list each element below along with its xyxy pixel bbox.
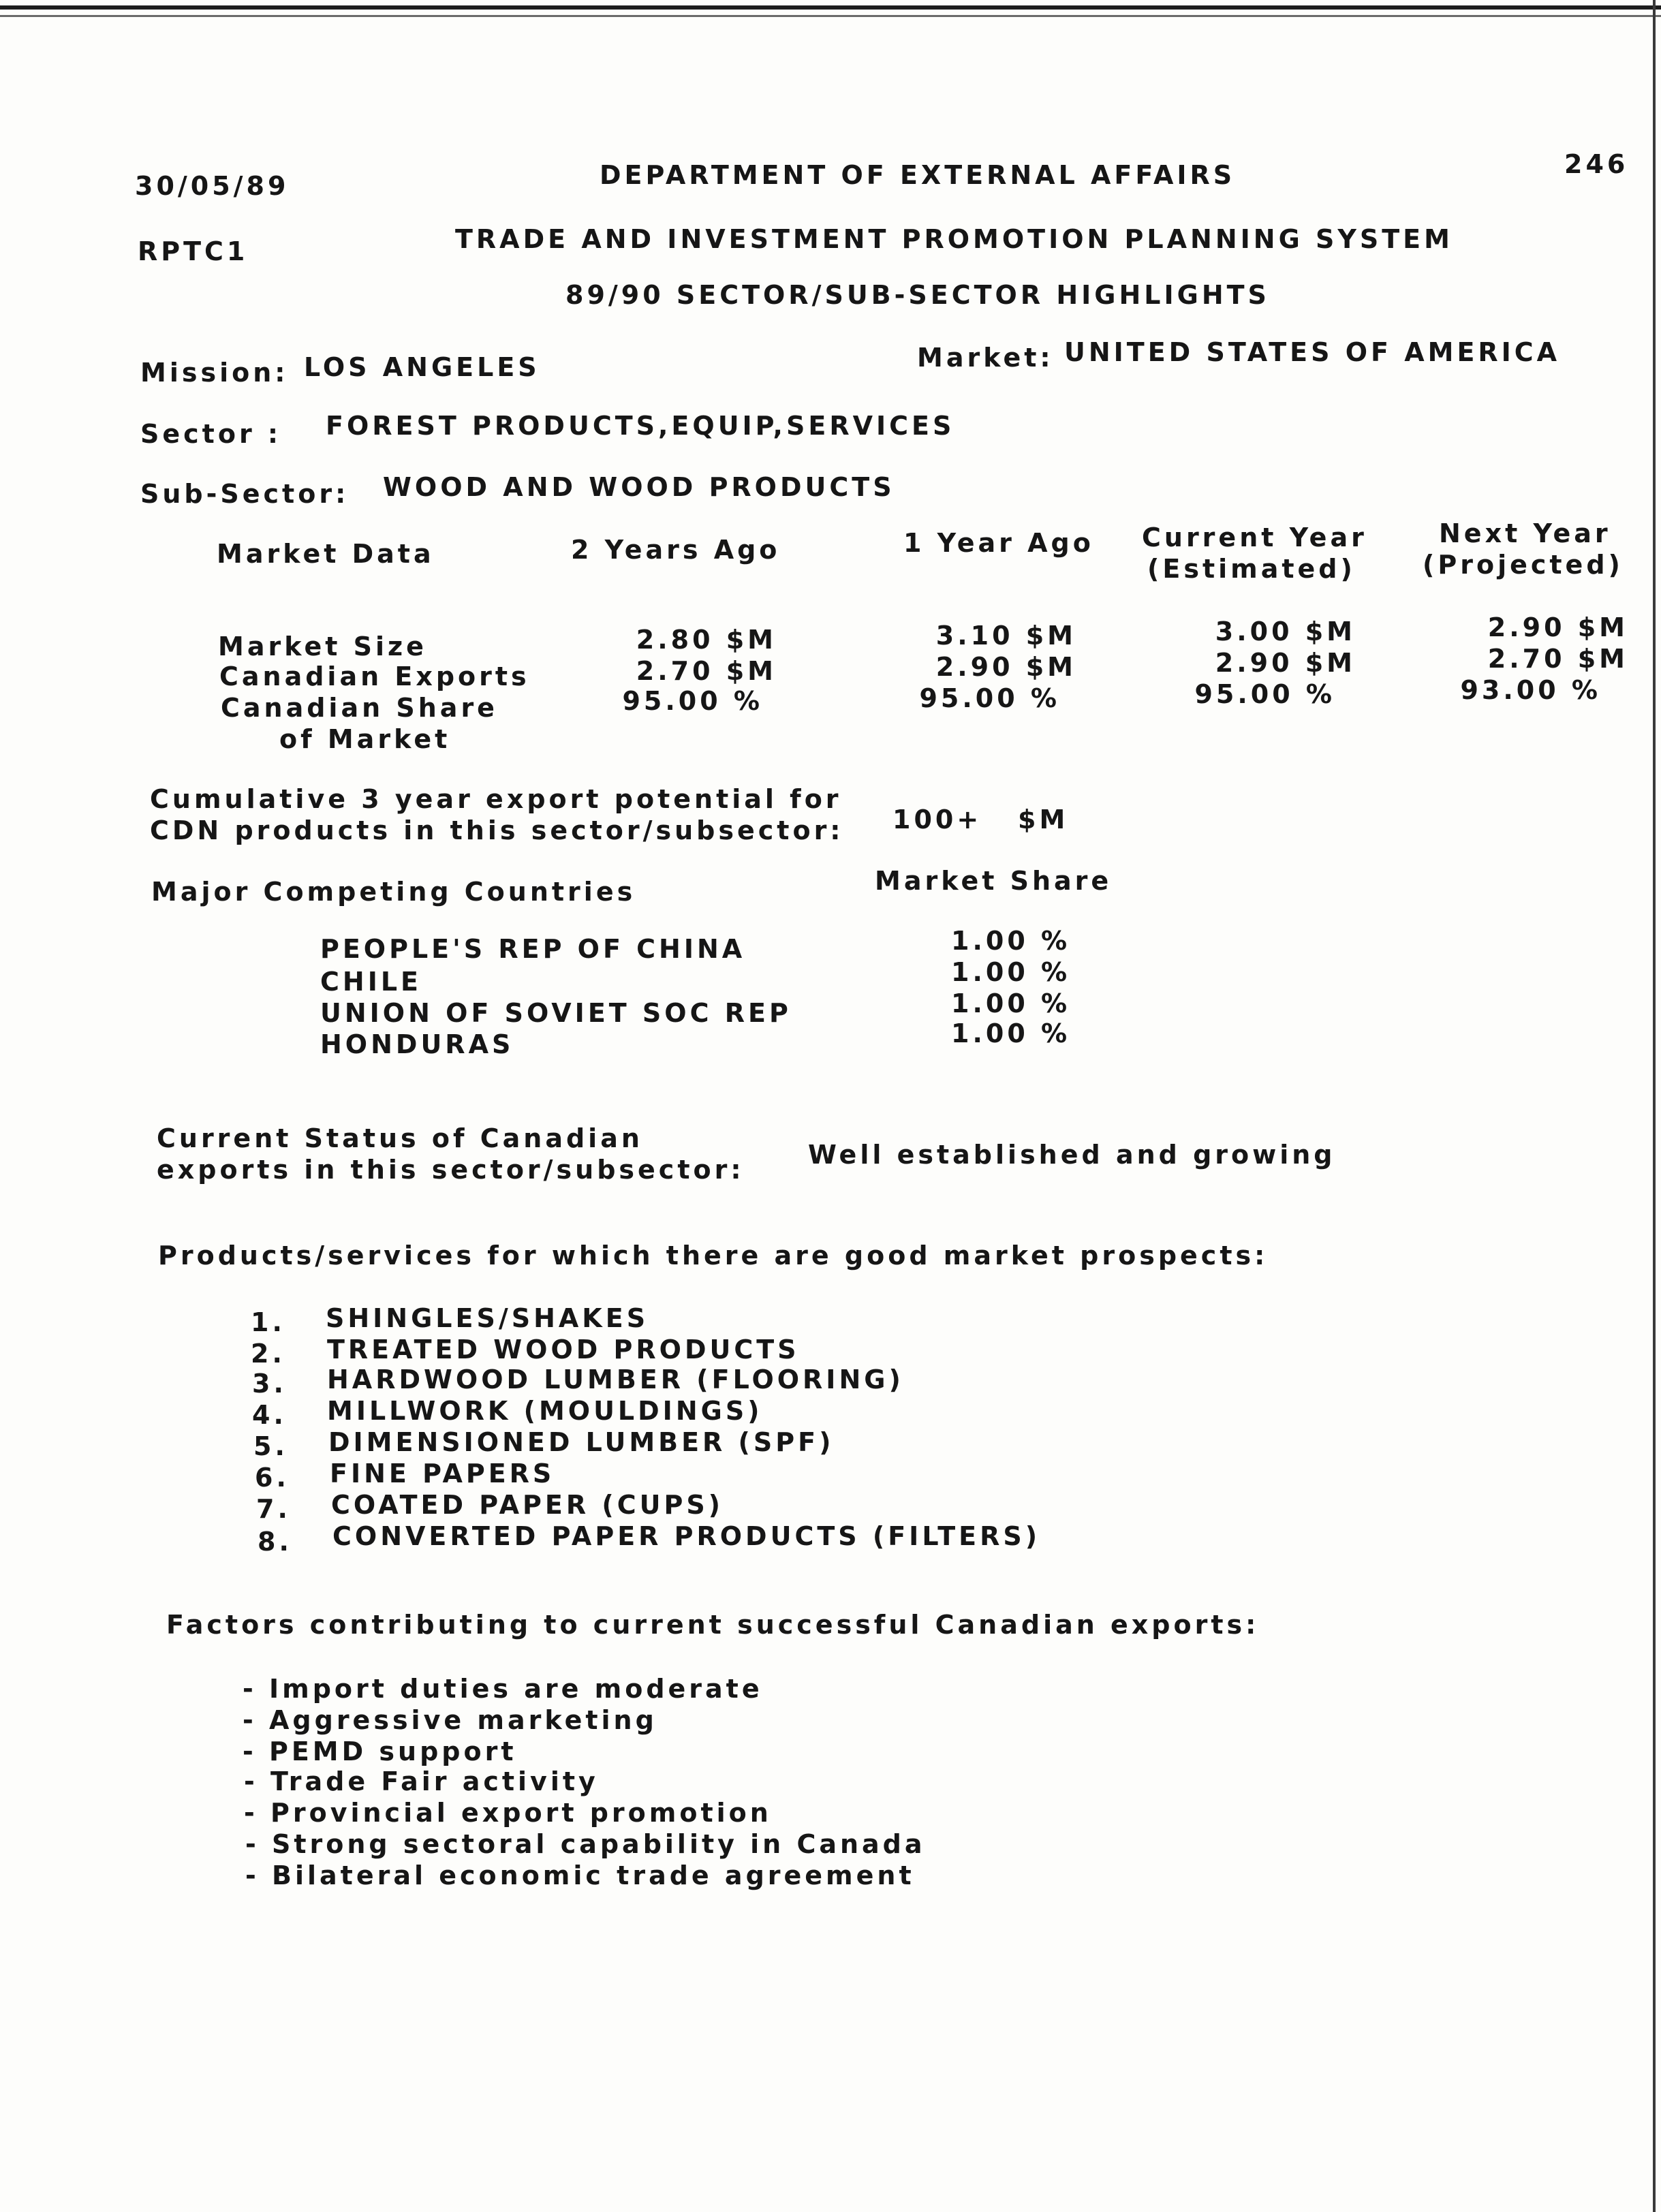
prospect-item: MILLWORK (MOULDINGS) (327, 1396, 763, 1426)
market-data-header: Market Data (217, 539, 435, 569)
potential-unit: $M (1018, 805, 1069, 835)
prospect-item: HARDWOOD LUMBER (FLOORING) (327, 1365, 904, 1395)
row-label-canadian-share: Canadian Share (221, 693, 498, 723)
col-header-next-year-sub: (Projected) (1423, 550, 1624, 580)
page-number: 246 (1564, 149, 1629, 179)
row-label-canadian-share-sub: of Market (279, 724, 451, 754)
department-title: DEPARTMENT OF EXTERNAL AFFAIRS (600, 160, 1236, 190)
report-date: 30/05/89 (135, 171, 290, 201)
prospect-item: CONVERTED PAPER PRODUCTS (FILTERS) (332, 1521, 1041, 1551)
cell-exports-2y: 2.70 $M (636, 656, 777, 686)
row-label-canadian-exports: Canadian Exports (219, 661, 530, 691)
prospects-heading: Products/services for which there are good market prospects: (158, 1241, 1269, 1271)
market-share-heading: Market Share (875, 866, 1113, 896)
competitors-heading: Major Competing Countries (151, 877, 636, 907)
competitor-country: PEOPLE'S REP OF CHINA (320, 934, 746, 964)
competitor-country: UNION OF SOVIET SOC REP (320, 998, 792, 1028)
prospect-item: SHINGLES/SHAKES (326, 1303, 649, 1333)
report-title: 89/90 SECTOR/SUB-SECTOR HIGHLIGHTS (565, 280, 1270, 310)
potential-line2: CDN products in this sector/subsector: (150, 815, 844, 845)
scan-top-border-secondary (0, 15, 1661, 17)
potential-line1: Cumulative 3 year export potential for (150, 784, 842, 814)
sector-label: Sector : (140, 419, 282, 449)
mission-value: LOS ANGELES (304, 352, 540, 382)
col-header-current-year: Current Year (1142, 523, 1367, 552)
competitor-country: CHILE (320, 967, 422, 997)
subsector-value: WOOD AND WOOD PRODUCTS (383, 472, 895, 502)
prospect-item: FINE PAPERS (330, 1459, 555, 1489)
competitor-share: 1.00 % (951, 926, 1071, 956)
scan-right-edge (1653, 0, 1656, 2212)
report-code: RPTC1 (138, 236, 249, 266)
prospect-item: COATED PAPER (CUPS) (331, 1490, 724, 1520)
competitor-share: 1.00 % (951, 957, 1071, 987)
cell-exports-next: 2.70 $M (1487, 644, 1628, 674)
prospect-number: 1. (251, 1307, 285, 1337)
prospect-number: 8. (258, 1527, 292, 1557)
competitor-country: HONDURAS (320, 1029, 514, 1059)
col-header-next-year: Next Year (1439, 518, 1611, 548)
factor-item: - Bilateral economic trade agreement (245, 1860, 915, 1890)
factor-item: - Aggressive marketing (243, 1705, 657, 1735)
prospect-item: DIMENSIONED LUMBER (SPF) (328, 1427, 835, 1457)
row-label-market-size: Market Size (218, 632, 427, 661)
prospect-number: 3. (252, 1369, 287, 1399)
cell-market-size-next: 2.90 $M (1487, 612, 1628, 642)
factor-item: - PEMD support (243, 1736, 517, 1766)
prospect-number: 7. (256, 1494, 291, 1524)
col-header-current-year-sub: (Estimated) (1147, 554, 1356, 584)
subsector-label: Sub-Sector: (140, 479, 350, 509)
prospect-number: 6. (255, 1463, 290, 1493)
status-line2: exports in this sector/subsector: (157, 1155, 745, 1185)
system-title: TRADE AND INVESTMENT PROMOTION PLANNING SYSTEM (455, 224, 1453, 254)
cell-exports-cur: 2.90 $M (1215, 648, 1356, 678)
cell-market-size-1y: 3.10 $M (935, 621, 1076, 651)
cell-share-2y: 95.00 % (622, 686, 763, 716)
cell-exports-1y: 2.90 $M (935, 652, 1076, 682)
cell-market-size-2y: 2.80 $M (636, 625, 777, 655)
cell-market-size-cur: 3.00 $M (1215, 617, 1356, 647)
potential-value: 100+ (892, 805, 982, 835)
market-label: Market: (917, 343, 1054, 373)
status-value: Well established and growing (808, 1140, 1336, 1170)
cell-share-1y: 95.00 % (919, 683, 1060, 713)
market-value: UNITED STATES OF AMERICA (1064, 337, 1561, 367)
prospect-number: 4. (252, 1400, 287, 1430)
cell-share-cur: 95.00 % (1194, 679, 1335, 709)
status-line1: Current Status of Canadian (157, 1123, 643, 1153)
competitor-share: 1.00 % (951, 988, 1071, 1018)
factor-item: - Import duties are moderate (243, 1674, 763, 1704)
factors-heading: Factors contributing to current successful Canadian exports: (166, 1610, 1260, 1640)
factor-item: - Provincial export promotion (244, 1798, 772, 1828)
sector-value: FOREST PRODUCTS,EQUIP,SERVICES (326, 411, 955, 441)
cell-share-next: 93.00 % (1460, 675, 1601, 705)
competitor-share: 1.00 % (951, 1018, 1071, 1048)
scan-top-border (0, 5, 1661, 10)
col-header-2-years-ago: 2 Years Ago (571, 535, 781, 565)
prospect-number: 2. (251, 1339, 285, 1369)
mission-label: Mission: (140, 358, 289, 388)
col-header-1-year-ago: 1 Year Ago (903, 528, 1094, 558)
prospect-item: TREATED WOOD PRODUCTS (327, 1335, 800, 1365)
factor-item: - Strong sectoral capability in Canada (245, 1829, 926, 1859)
prospect-number: 5. (253, 1431, 288, 1461)
factor-item: - Trade Fair activity (244, 1766, 599, 1796)
